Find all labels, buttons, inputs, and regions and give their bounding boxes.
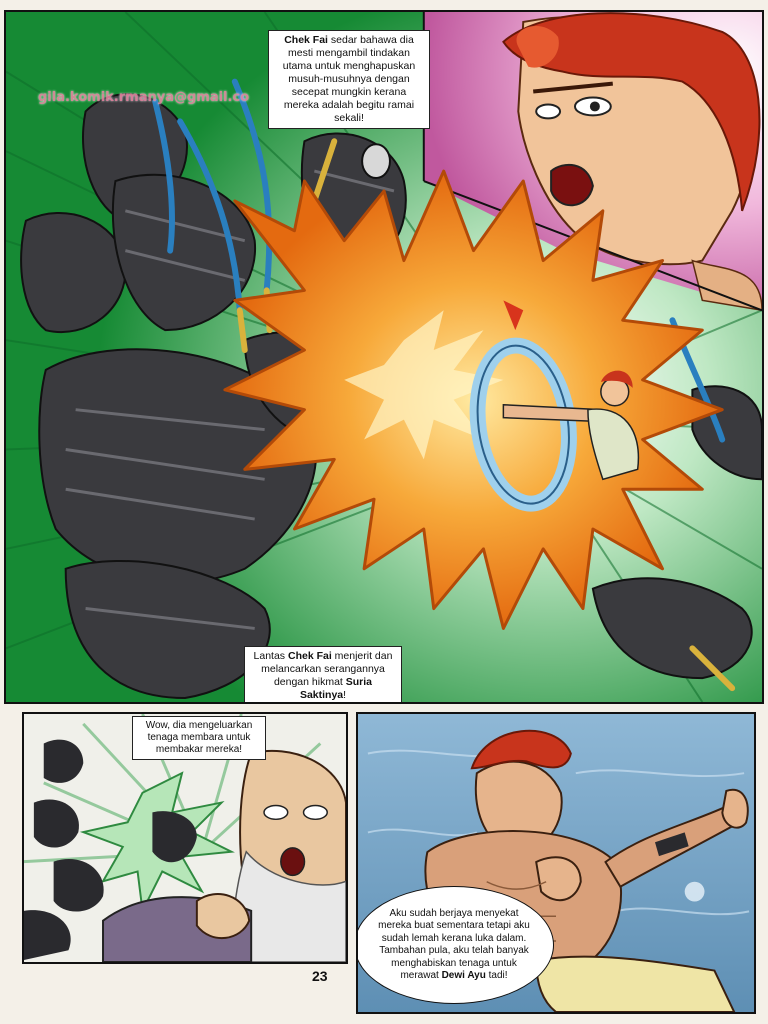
caption-hero-name: Chek Fai xyxy=(284,34,328,46)
hero-hand xyxy=(722,790,748,828)
panel-old-master xyxy=(22,712,348,964)
caption-text: sedar bahawa dia mesti mengambil tindakan utama untuk menghapuskan musuh-musuhnya dengan secepat mungkin kerana mereka adalah begitu ramai sekali! xyxy=(282,34,416,124)
caption-wow: Wow, dia mengeluarkan tenaga membara untuk membakar mereka! xyxy=(132,716,266,760)
caption-skill-name: Suria Saktinya xyxy=(299,676,373,701)
panel-hero-stance xyxy=(356,712,756,1014)
caption-post: ! xyxy=(343,689,347,701)
bubble-text: Aku sudah berjaya menyekat mereka buat sementara tetapi aku sudah lemah kerana luka dalam. Tambahan pula, aku telah banyak menghabiskan tenaga untuk merawat xyxy=(378,907,530,981)
page-number: 23 xyxy=(312,968,328,984)
caption-mid: menjerit dan melancarkan serangannya dengan hikmat xyxy=(261,650,393,688)
skull-mask-icon xyxy=(362,144,390,178)
watermark-text: gila.komik.rmanya@gmail.co xyxy=(38,90,250,105)
panel-battle xyxy=(4,10,764,704)
bubble-post: tadi! xyxy=(485,970,508,981)
bubble-name: Dewi Ayu xyxy=(441,970,486,981)
caption-hero-name: Chek Fai xyxy=(287,650,332,662)
caption-chek-fai-attacks xyxy=(244,646,402,704)
caption-pre: Lantas xyxy=(253,650,288,662)
caption-chek-fai-realizes xyxy=(268,30,430,129)
speech-bubble-hero xyxy=(356,886,554,1004)
